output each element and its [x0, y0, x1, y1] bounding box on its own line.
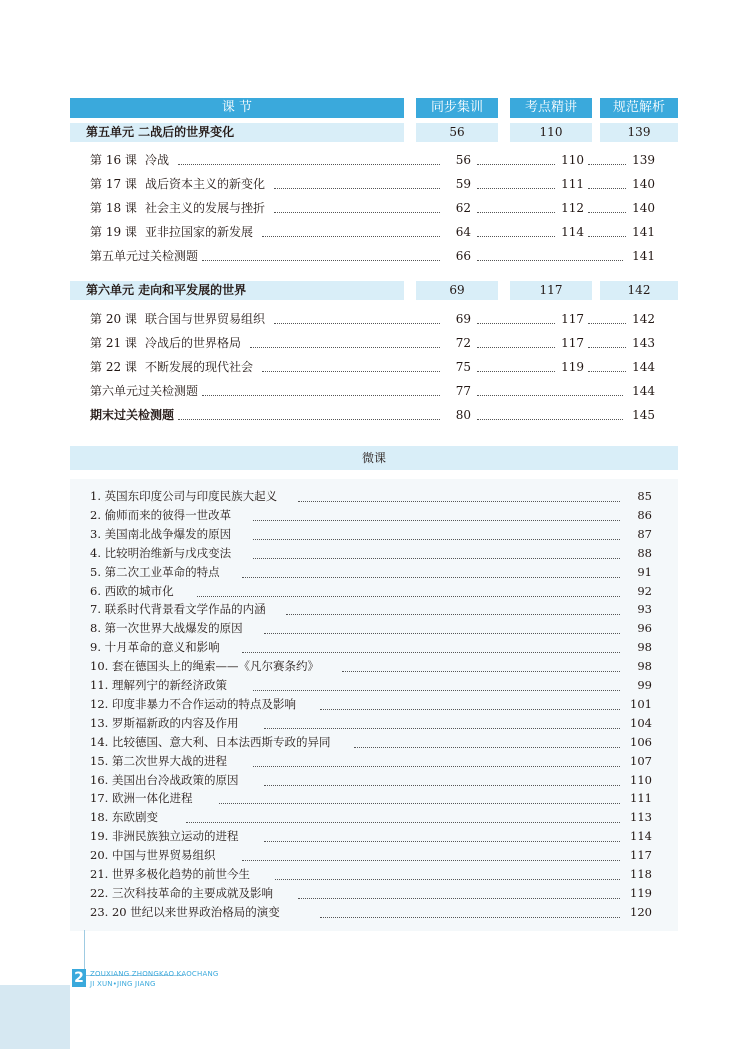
header-sync-training: 同步集训 — [416, 98, 498, 118]
page-number: 2 — [72, 969, 86, 987]
dot-leader — [588, 192, 626, 213]
microlesson-page: 92 — [637, 583, 652, 598]
dot-leader — [320, 897, 620, 918]
dot-leader — [477, 327, 555, 348]
page-points: 114 — [561, 225, 584, 239]
microlesson-title: 17. 欧洲一体化进程 — [90, 791, 193, 806]
dot-leader — [274, 168, 440, 189]
page-sync: 80 — [455, 408, 471, 422]
microlesson-title: 1. 英国东印度公司与印度民族大起义 — [90, 489, 278, 503]
dot-leader — [286, 594, 620, 615]
lesson-row[interactable] — [90, 357, 655, 377]
dot-leader — [588, 216, 626, 237]
microlesson-page: 104 — [630, 715, 652, 730]
microlesson-title: 11. 理解列宁的新经济政策 — [90, 678, 227, 692]
page-sync: 69 — [455, 312, 471, 326]
microlesson-title: 12. 印度非暴力不合作运动的特点及影响 — [90, 696, 296, 711]
page-sync: 66 — [455, 249, 471, 263]
page-analysis: 144 — [632, 360, 655, 374]
dot-leader — [342, 651, 620, 672]
microlesson-page: 87 — [637, 526, 652, 541]
lesson-label — [90, 405, 174, 425]
series-name-line2: JI XUN•JING JIANG — [90, 980, 156, 988]
dot-leader — [477, 303, 555, 324]
dot-leader — [262, 216, 440, 237]
microlesson-item[interactable] — [90, 903, 652, 922]
dot-leader — [588, 351, 626, 372]
dot-leader — [197, 576, 620, 597]
dot-leader — [242, 840, 620, 861]
lesson-number: 第 18 课 — [90, 201, 137, 215]
dot-leader — [274, 303, 440, 324]
microlesson-title: 19. 非洲民族独立运动的进程 — [90, 829, 239, 844]
dot-leader — [219, 783, 620, 804]
page-analysis: 141 — [632, 225, 655, 239]
page-points: 111 — [561, 177, 584, 191]
page-analysis: 140 — [632, 177, 655, 191]
microlesson-title: 13. 罗斯福新政的内容及作用 — [90, 715, 239, 730]
microlesson-title: 18. 东欧剧变 — [90, 810, 158, 825]
unit5-title[interactable]: 第五单元 二战后的世界变化 — [86, 125, 235, 139]
lesson-title: 联合国与世界贸易组织 — [145, 312, 266, 326]
lesson-label — [90, 198, 265, 218]
dot-leader — [178, 399, 440, 420]
dot-leader — [477, 351, 555, 372]
microlessons-title: 微课 — [70, 446, 678, 470]
dot-leader — [588, 144, 626, 165]
unit6-page-sync: 69 — [449, 283, 465, 297]
series-name-line1: ZOUXIANG ZHONGKAO KAOCHANG — [90, 970, 219, 978]
lesson-title: 冷战 — [145, 153, 170, 167]
dot-leader — [264, 708, 620, 729]
lesson-row[interactable] — [90, 309, 655, 329]
microlesson-page: 107 — [630, 753, 652, 768]
microlesson-title: 21. 世界多极化趋势的前世今生 — [90, 867, 250, 881]
dot-leader — [320, 689, 620, 710]
dot-leader — [202, 375, 440, 396]
dot-leader — [186, 802, 620, 823]
microlesson-page: 91 — [637, 564, 652, 579]
lesson-title: 第五单元过关检测题 — [90, 249, 199, 263]
microlesson-title: 23. 20 世纪以来世界政治格局的演变 — [90, 904, 280, 919]
lesson-label — [90, 357, 253, 377]
microlesson-title: 20. 中国与世界贸易组织 — [90, 848, 216, 863]
microlesson-title: 9. 十月革命的意义和影响 — [90, 640, 220, 655]
dot-leader — [253, 538, 620, 559]
dot-leader — [262, 351, 440, 372]
page-analysis: 145 — [632, 408, 655, 422]
header-analysis: 规范解析 — [600, 98, 678, 118]
footer-band — [0, 985, 70, 1049]
microlesson-title: 8. 第一次世界大战爆发的原因 — [90, 621, 243, 636]
lesson-title: 不断发展的现代社会 — [145, 360, 254, 374]
dot-leader — [264, 613, 620, 634]
lesson-label — [90, 222, 253, 242]
microlesson-title: 3. 美国南北战争爆发的原因 — [90, 526, 232, 541]
dot-leader — [253, 500, 620, 521]
header-lesson: 课 节 — [70, 98, 404, 118]
microlesson-page: 110 — [630, 772, 652, 787]
unit5-page-analysis: 139 — [627, 125, 651, 139]
microlesson-title: 5. 第二次工业革命的特点 — [90, 564, 220, 579]
dot-leader — [477, 375, 623, 396]
dot-leader — [298, 481, 620, 502]
microlesson-page: 114 — [630, 829, 652, 844]
dot-leader — [202, 240, 440, 261]
microlesson-title: 15. 第二次世界大战的进程 — [90, 753, 227, 768]
page-sync: 75 — [455, 360, 471, 374]
microlesson-page: 111 — [630, 791, 652, 806]
page-points: 119 — [561, 360, 584, 374]
lesson-number: 第 19 课 — [90, 225, 137, 239]
lesson-number: 第 20 课 — [90, 312, 137, 326]
dot-leader — [253, 519, 620, 540]
lesson-row[interactable] — [90, 381, 655, 401]
lesson-label — [90, 150, 169, 170]
microlesson-page: 88 — [637, 545, 652, 560]
page-sync: 56 — [455, 153, 471, 167]
microlesson-page: 120 — [630, 904, 652, 919]
microlesson-title: 16. 美国出台冷战政策的原因 — [90, 772, 239, 787]
page-sync: 62 — [455, 201, 471, 215]
microlesson-page: 117 — [630, 848, 652, 863]
microlesson-page: 96 — [637, 621, 652, 636]
lesson-label — [90, 381, 198, 401]
microlesson-page: 118 — [630, 867, 652, 881]
page-points: 112 — [561, 201, 584, 215]
page-points: 117 — [561, 336, 584, 350]
microlesson-title: 14. 比较德国、意大利、日本法西斯专政的异同 — [90, 734, 331, 749]
page-sync: 64 — [455, 225, 471, 239]
page-analysis: 143 — [632, 336, 655, 350]
lesson-label — [90, 174, 265, 194]
lesson-row[interactable] — [90, 222, 655, 242]
dot-leader — [264, 821, 620, 842]
dot-leader — [253, 670, 620, 691]
dot-leader — [477, 216, 555, 237]
page-points: 117 — [561, 312, 584, 326]
microlesson-page: 113 — [630, 810, 652, 825]
dot-leader — [298, 878, 620, 899]
dot-leader — [250, 327, 440, 348]
lesson-row[interactable] — [90, 405, 655, 425]
unit5-page-sync: 56 — [449, 125, 465, 139]
dot-leader — [178, 144, 440, 165]
dot-leader — [588, 168, 626, 189]
unit6-page-points: 117 — [539, 283, 563, 297]
dot-leader — [477, 399, 623, 420]
microlesson-title: 10. 套在德国头上的绳索——《凡尔赛条约》 — [90, 659, 319, 674]
page-sync: 77 — [455, 384, 471, 398]
microlesson-page: 98 — [637, 659, 652, 674]
microlesson-title: 22. 三次科技革命的主要成就及影响 — [90, 885, 273, 900]
lesson-label — [90, 309, 265, 329]
lesson-title: 亚非拉国家的新发展 — [145, 225, 254, 239]
page-analysis: 142 — [632, 312, 655, 326]
microlesson-title: 4. 比较明治维新与戊戌变法 — [90, 545, 232, 560]
page-sync: 59 — [455, 177, 471, 191]
microlesson-title: 7. 联系时代背景看文学作品的内涵 — [90, 602, 266, 617]
lesson-row[interactable] — [90, 333, 655, 353]
microlesson-page: 119 — [630, 885, 652, 900]
microlesson-title: 2. 偷师而来的彼得一世改革 — [90, 507, 232, 522]
lesson-number: 第 16 课 — [90, 153, 137, 167]
unit5-page-points: 110 — [539, 125, 563, 139]
lesson-row[interactable] — [90, 198, 655, 218]
dot-leader — [242, 557, 620, 578]
microlesson-page: 93 — [637, 602, 652, 617]
lesson-title: 战后资本主义的新变化 — [145, 177, 266, 191]
lesson-row[interactable] — [90, 150, 655, 170]
dot-leader — [242, 632, 620, 653]
dot-leader — [588, 327, 626, 348]
microlesson-page: 106 — [630, 734, 652, 749]
dot-leader — [264, 765, 620, 786]
page-analysis: 141 — [632, 249, 655, 263]
lesson-label — [90, 246, 198, 266]
page-sync: 72 — [455, 336, 471, 350]
microlesson-page: 98 — [637, 640, 652, 655]
lesson-label — [90, 333, 241, 353]
dot-leader — [477, 240, 623, 261]
lesson-number: 第 21 课 — [90, 336, 137, 350]
page-analysis: 139 — [632, 153, 655, 167]
lesson-title: 冷战后的世界格局 — [145, 336, 242, 350]
dot-leader — [274, 192, 440, 213]
dot-leader — [477, 192, 555, 213]
lesson-title: 第六单元过关检测题 — [90, 384, 199, 398]
microlesson-page: 85 — [637, 489, 652, 503]
page-points: 110 — [561, 153, 584, 167]
dot-leader — [354, 727, 620, 748]
dot-leader — [275, 859, 620, 880]
dot-leader — [477, 168, 555, 189]
dot-leader — [588, 303, 626, 324]
unit6-page-analysis: 142 — [627, 283, 651, 297]
unit6-title[interactable]: 第六单元 走向和平发展的世界 — [86, 283, 247, 297]
microlesson-page: 101 — [630, 696, 652, 711]
lesson-title: 社会主义的发展与挫折 — [145, 201, 266, 215]
page-analysis: 144 — [632, 384, 655, 398]
microlesson-page: 86 — [637, 507, 652, 522]
header-key-points: 考点精讲 — [510, 98, 592, 118]
dot-leader — [477, 144, 555, 165]
lesson-number: 第 22 课 — [90, 360, 137, 374]
microlesson-title: 6. 西欧的城市化 — [90, 583, 174, 598]
lesson-row[interactable] — [90, 174, 655, 194]
lesson-number: 第 17 课 — [90, 177, 137, 191]
dot-leader — [253, 746, 620, 767]
page-analysis: 140 — [632, 201, 655, 215]
lesson-title: 期末过关检测题 — [90, 408, 175, 422]
microlesson-page: 99 — [637, 678, 652, 692]
lesson-row[interactable] — [90, 246, 655, 266]
